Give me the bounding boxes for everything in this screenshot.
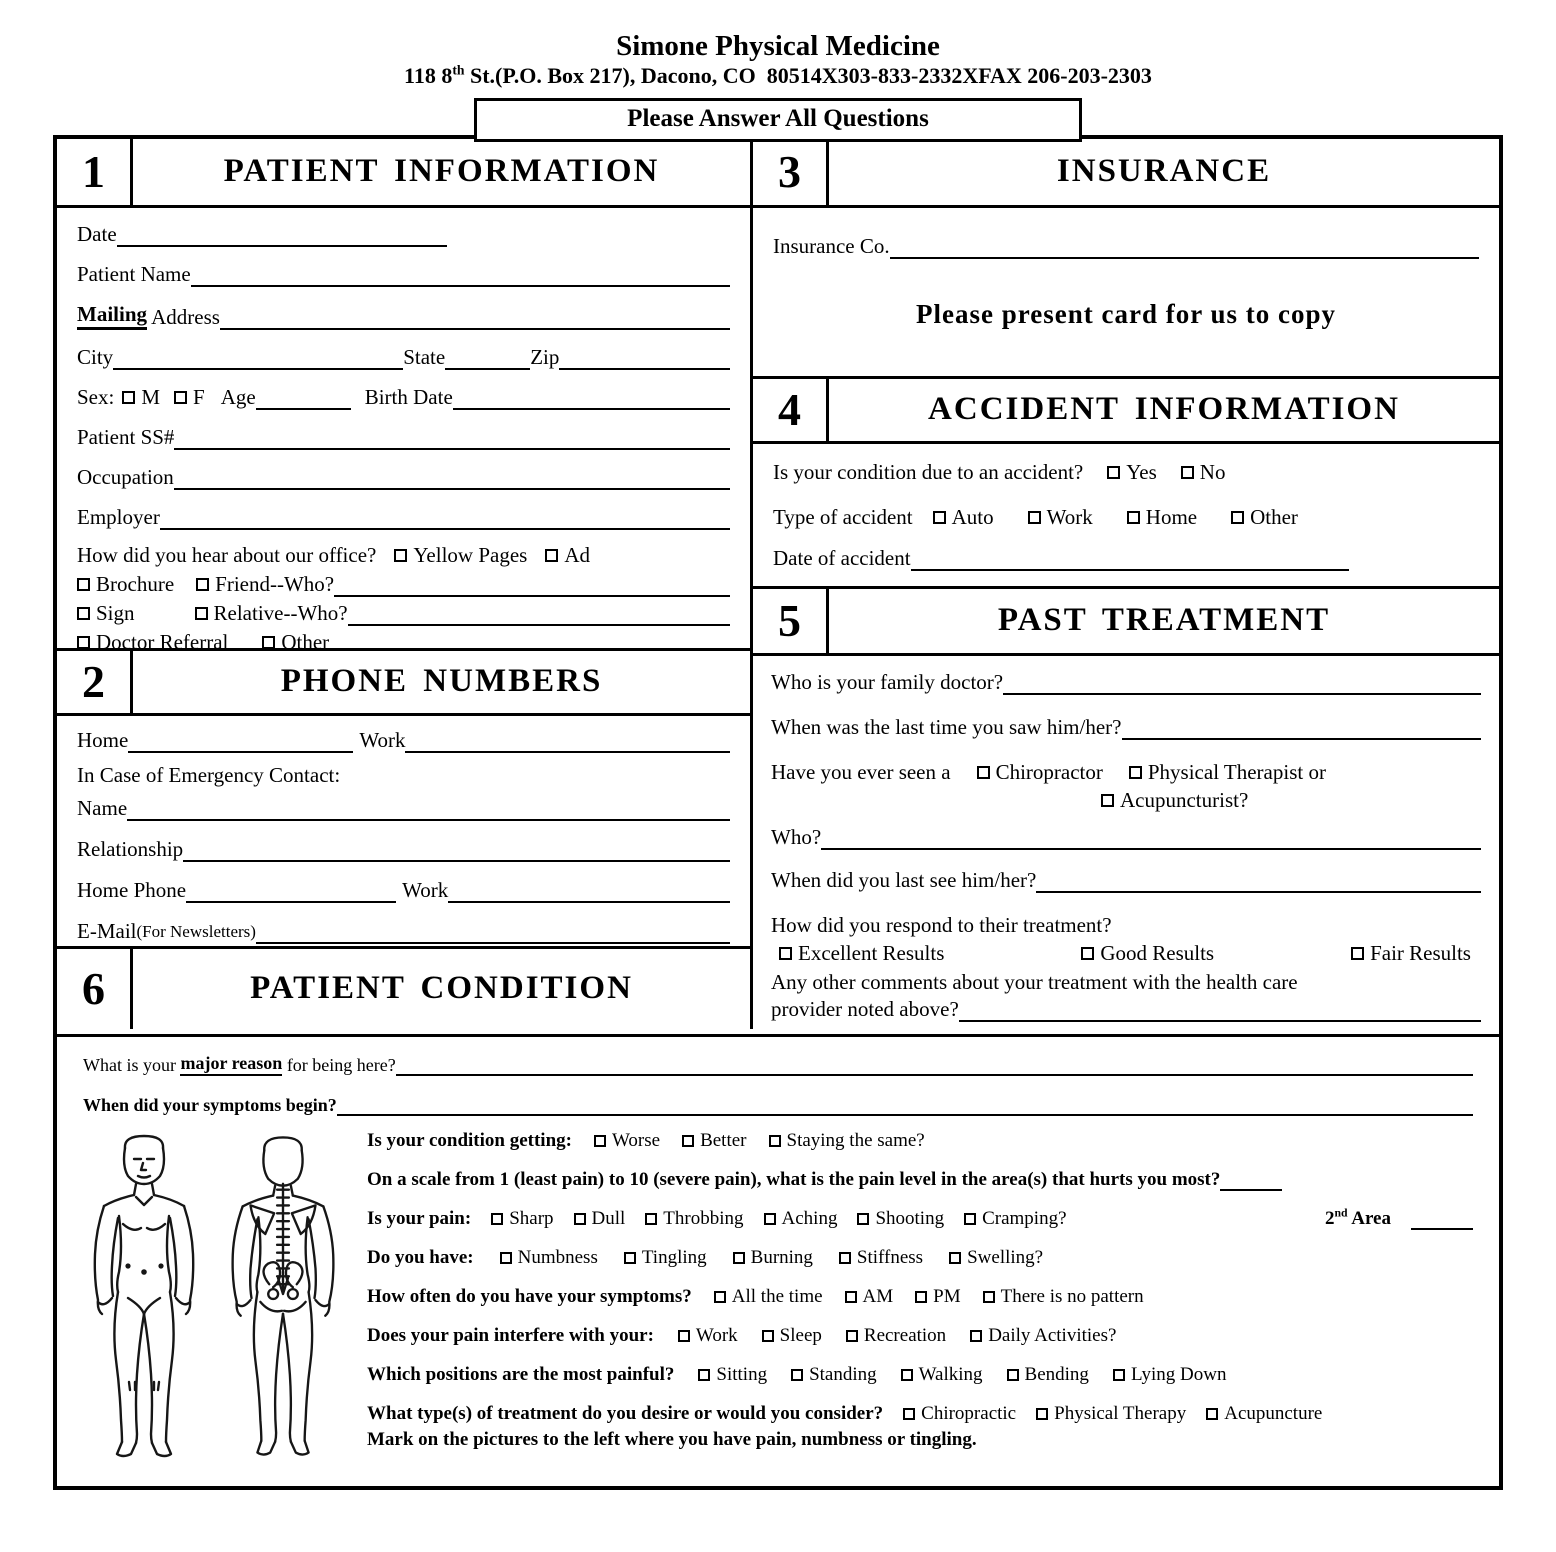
- date-label: Date: [77, 221, 117, 246]
- checkbox-chiropractor[interactable]: [977, 760, 1103, 785]
- option-label: Throbbing: [663, 1207, 744, 1229]
- last-time-field[interactable]: [1122, 718, 1482, 740]
- checkbox-friend[interactable]: [196, 572, 334, 597]
- checkbox-icon[interactable]: [645, 1213, 657, 1225]
- option-label: Stiffness: [856, 1246, 924, 1268]
- section-2-header: [57, 651, 750, 716]
- checkbox-icon[interactable]: [682, 1135, 694, 1147]
- checkbox-icon[interactable]: [1028, 511, 1041, 524]
- emergency-name-label: Name: [77, 795, 128, 820]
- checkbox-icon[interactable]: [1231, 511, 1244, 524]
- pain-scale-label: On a scale from 1 (least pain) to 10 (severe pain), what is the pain level in the area(s) that hurts you most?: [367, 1168, 1221, 1190]
- accident-information-section: [753, 444, 1499, 589]
- checkbox-icon[interactable]: [77, 607, 90, 620]
- option-label: Burning: [750, 1246, 813, 1268]
- checkbox-other-referral[interactable]: [262, 630, 329, 651]
- option-label: Other: [1250, 504, 1298, 529]
- checkbox-icon[interactable]: [857, 1213, 869, 1225]
- option-label: Home: [1145, 504, 1198, 529]
- checkbox-sharp[interactable]: [491, 1208, 553, 1230]
- checkbox-burning[interactable]: [733, 1247, 813, 1269]
- checkbox-icon[interactable]: [791, 1369, 803, 1381]
- option-label: Swelling?: [967, 1246, 1044, 1268]
- checkbox-sitting[interactable]: [698, 1364, 767, 1386]
- option-label: Brochure: [96, 571, 175, 596]
- symptoms-begin-label: When did your symptoms begin?: [83, 1094, 337, 1115]
- checkbox-swelling[interactable]: [949, 1247, 1043, 1269]
- email-note: (For Newsletters): [136, 921, 256, 941]
- option-label: Sitting: [716, 1363, 768, 1385]
- option-label: Physical Therapy: [1054, 1402, 1187, 1424]
- section-6-number: 6: [57, 949, 133, 1029]
- checkbox-icon[interactable]: [901, 1369, 913, 1381]
- checkbox-icon[interactable]: [1113, 1369, 1125, 1381]
- checkbox-fair-results[interactable]: [1351, 941, 1471, 966]
- option-label: Cramping?: [982, 1207, 1067, 1229]
- ever-seen-label: Have you ever seen a: [771, 759, 951, 784]
- checkbox-excellent-results[interactable]: [779, 941, 944, 966]
- work-phone-field[interactable]: [405, 731, 730, 753]
- last-time-label: When was the last time you saw him/her?: [771, 714, 1122, 739]
- option-label: Ad: [564, 542, 590, 567]
- option-label: Dull: [591, 1207, 626, 1229]
- checkbox-brochure[interactable]: [77, 572, 174, 597]
- checkbox-icon[interactable]: [1107, 466, 1120, 479]
- zip-field[interactable]: [559, 348, 730, 370]
- checkbox-icon[interactable]: [545, 549, 558, 562]
- option-label: Other: [281, 629, 330, 651]
- pain-level-field[interactable]: [1220, 1169, 1282, 1191]
- option-label: Physical Therapist or: [1147, 759, 1326, 784]
- section-4-number: 4: [753, 379, 829, 441]
- section-5-number: 5: [753, 589, 829, 653]
- option-label: No: [1199, 459, 1226, 484]
- checkbox-icon[interactable]: [678, 1330, 690, 1342]
- pain-type-label: Is your pain:: [367, 1207, 472, 1229]
- option-label: Walking: [918, 1363, 983, 1385]
- patient-information-section: [57, 208, 750, 651]
- who-field[interactable]: [821, 828, 1481, 850]
- section-1-title: PATIENT INFORMATION: [223, 153, 660, 190]
- checkbox-icon[interactable]: [977, 766, 990, 779]
- patient-intake-form: [53, 135, 1503, 1490]
- symptoms-begin-field[interactable]: [337, 1094, 1473, 1116]
- checkbox-icon[interactable]: [769, 1135, 781, 1147]
- checkbox-icon[interactable]: [845, 1291, 857, 1303]
- last-see-field[interactable]: [1036, 871, 1481, 893]
- checkbox-icon[interactable]: [196, 578, 209, 591]
- checkbox-physical-therapy[interactable]: [1036, 1403, 1186, 1425]
- option-label: Chiropractor: [995, 759, 1103, 784]
- who-label: Who?: [771, 824, 822, 849]
- section-6-header: [57, 949, 750, 1029]
- checkbox-relative[interactable]: [195, 601, 348, 626]
- checkbox-acupuncturist[interactable]: [1101, 788, 1248, 813]
- checkbox-icon[interactable]: [262, 636, 275, 649]
- date-field[interactable]: [117, 225, 447, 247]
- major-reason-emphasis: major reason: [180, 1053, 282, 1076]
- checkbox-icon[interactable]: [1007, 1369, 1019, 1381]
- checkbox-icon[interactable]: [122, 391, 135, 404]
- checkbox-pm[interactable]: [915, 1286, 960, 1308]
- family-doctor-label: Who is your family doctor?: [771, 669, 1004, 694]
- checkbox-lying-down[interactable]: [1113, 1364, 1227, 1386]
- option-label: Worse: [611, 1129, 661, 1151]
- patient-ss-label: Patient SS#: [77, 424, 175, 449]
- checkbox-all-the-time[interactable]: [714, 1286, 823, 1308]
- checkbox-icon[interactable]: [77, 578, 90, 591]
- second-area-label: [1325, 1208, 1391, 1230]
- accident-question-label: Is your condition due to an accident?: [773, 459, 1084, 484]
- checkbox-accident-no[interactable]: [1181, 460, 1226, 485]
- option-label: Chiropractic: [921, 1402, 1017, 1424]
- second-area-text: 2: [1324, 1207, 1335, 1229]
- comments-field[interactable]: [959, 1000, 1481, 1022]
- second-area-text: Area: [1347, 1207, 1391, 1229]
- address-text: St.(P.O. Box 217), Dacono, CO 80514X303-833-2332XFAX 206-203-2303: [464, 63, 1152, 89]
- patient-name-label: Patient Name: [77, 261, 191, 286]
- option-label: Tingling: [641, 1246, 707, 1268]
- checkbox-tingling[interactable]: [624, 1247, 707, 1269]
- accident-date-field[interactable]: [911, 549, 1349, 571]
- checkbox-ad[interactable]: [545, 543, 590, 568]
- relative-who-field[interactable]: [348, 604, 730, 626]
- option-label: PM: [933, 1285, 961, 1307]
- mailing-address-field[interactable]: [220, 308, 730, 330]
- option-label: Sign: [96, 600, 135, 625]
- checkbox-icon[interactable]: [1081, 947, 1094, 960]
- option-label: Daily Activities?: [988, 1324, 1117, 1346]
- mailing-label: Mailing: [77, 302, 147, 330]
- section-3-header: [753, 139, 1499, 208]
- option-label: Doctor Referral: [96, 629, 229, 651]
- city-label: City: [77, 344, 114, 369]
- section-4-header: [753, 379, 1499, 444]
- option-label: Sharp: [509, 1207, 554, 1229]
- option-label: There is no pattern: [1000, 1285, 1144, 1307]
- checkbox-icon[interactable]: [903, 1408, 915, 1420]
- accident-date-label: Date of accident: [773, 545, 911, 570]
- positions-label: Which positions are the most painful?: [367, 1363, 675, 1385]
- section-6-title: PATIENT CONDITION: [250, 970, 633, 1007]
- checkbox-icon[interactable]: [933, 511, 946, 524]
- checkbox-icon[interactable]: [733, 1252, 745, 1264]
- option-label: Relative--Who?: [213, 600, 348, 625]
- option-label: Bending: [1024, 1363, 1089, 1385]
- relationship-field[interactable]: [183, 840, 730, 862]
- checkbox-male[interactable]: [122, 385, 160, 410]
- state-label: State: [403, 344, 446, 369]
- checkbox-accident-yes[interactable]: [1107, 460, 1157, 485]
- option-label: Lying Down: [1130, 1363, 1227, 1385]
- option-label: Shooting: [875, 1207, 945, 1229]
- checkbox-worse[interactable]: [594, 1130, 660, 1152]
- checkbox-sign[interactable]: [77, 601, 135, 626]
- emergency-home-phone-label: Home Phone: [77, 877, 187, 902]
- section-2-title: PHONE NUMBERS: [280, 663, 603, 700]
- checkbox-icon[interactable]: [846, 1330, 858, 1342]
- checkbox-physical-therapist[interactable]: [1129, 760, 1326, 785]
- option-label: Excellent Results: [798, 940, 945, 965]
- city-field[interactable]: [113, 348, 403, 370]
- section-2-number: 2: [57, 651, 133, 713]
- checkbox-icon[interactable]: [1181, 466, 1194, 479]
- option-label: Numbness: [517, 1246, 598, 1268]
- checkbox-icon[interactable]: [764, 1213, 776, 1225]
- option-label: AM: [862, 1285, 894, 1307]
- section-1-header: [57, 139, 750, 208]
- state-field[interactable]: [445, 348, 530, 370]
- checkbox-cramping[interactable]: [964, 1208, 1066, 1230]
- checkbox-accident-home[interactable]: [1127, 505, 1197, 530]
- mark-pictures-note: Mark on the pictures to the left where you have pain, numbness or tingling.: [367, 1428, 977, 1450]
- patient-condition-section: [57, 1034, 1499, 1486]
- option-label: Standing: [809, 1363, 877, 1385]
- checkbox-throbbing[interactable]: [645, 1208, 743, 1230]
- body-figure-back-image[interactable]: [219, 1132, 347, 1462]
- patient-ss-field[interactable]: [174, 428, 730, 450]
- email-label: E-Mail: [77, 918, 137, 943]
- checkbox-accident-work[interactable]: [1028, 505, 1093, 530]
- age-label: Age: [220, 384, 256, 409]
- clinic-name: Simone Physical Medicine: [616, 30, 940, 62]
- checkbox-numbness[interactable]: [500, 1247, 598, 1269]
- major-reason-field[interactable]: [396, 1054, 1473, 1076]
- address-label: Address: [147, 304, 220, 329]
- friend-who-field[interactable]: [334, 575, 730, 597]
- emergency-work-phone-field[interactable]: [448, 881, 730, 903]
- option-label: M: [141, 384, 161, 409]
- work-phone-label: Work: [359, 727, 406, 752]
- section-5-header: [753, 589, 1499, 656]
- address-superscript: th: [452, 63, 465, 79]
- how-often-label: How often do you have your symptoms?: [367, 1285, 692, 1307]
- checkbox-am[interactable]: [845, 1286, 894, 1308]
- option-label: Sleep: [779, 1324, 822, 1346]
- checkbox-icon[interactable]: [491, 1213, 503, 1225]
- checkbox-icon[interactable]: [714, 1291, 726, 1303]
- checkbox-chiropractic[interactable]: [903, 1403, 1016, 1425]
- checkbox-icon[interactable]: [1129, 766, 1142, 779]
- checkbox-recreation[interactable]: [846, 1325, 946, 1347]
- checkbox-icon[interactable]: [915, 1291, 927, 1303]
- checkbox-icon[interactable]: [970, 1330, 982, 1342]
- section-3-number: 3: [753, 139, 829, 205]
- checkbox-icon[interactable]: [698, 1369, 710, 1381]
- past-treatment-section: [753, 656, 1499, 1029]
- option-label: Better: [700, 1129, 747, 1151]
- option-label: Acupuncture: [1224, 1402, 1323, 1424]
- checkbox-no-pattern[interactable]: [983, 1286, 1144, 1308]
- option-label: Aching: [781, 1207, 838, 1229]
- checkbox-icon[interactable]: [1206, 1408, 1218, 1420]
- hear-about-label: How did you hear about our office?: [77, 542, 377, 567]
- home-phone-field[interactable]: [128, 731, 353, 753]
- option-label: All the time: [731, 1285, 823, 1307]
- checkbox-icon[interactable]: [594, 1135, 606, 1147]
- checkbox-icon[interactable]: [574, 1213, 586, 1225]
- checkbox-bending[interactable]: [1007, 1364, 1089, 1386]
- checkbox-aching[interactable]: [764, 1208, 838, 1230]
- treatment-desire-label: What type(s) of treatment do you desire or would you consider?: [367, 1402, 884, 1424]
- body-diagrams: [83, 1130, 353, 1462]
- major-reason-label: What is your: [83, 1054, 181, 1075]
- option-label: Work: [1046, 504, 1093, 529]
- insurance-co-field[interactable]: [890, 237, 1479, 259]
- checkbox-icon[interactable]: [1101, 794, 1114, 807]
- checkbox-icon[interactable]: [779, 947, 792, 960]
- emergency-home-phone-field[interactable]: [186, 881, 396, 903]
- checkbox-icon[interactable]: [1351, 947, 1364, 960]
- emergency-name-field[interactable]: [127, 799, 730, 821]
- checkbox-icon[interactable]: [174, 391, 187, 404]
- checkbox-walking[interactable]: [901, 1364, 983, 1386]
- checkbox-standing[interactable]: [791, 1364, 877, 1386]
- checkbox-icon[interactable]: [1127, 511, 1140, 524]
- occupation-label: Occupation: [77, 464, 174, 489]
- checkbox-good-results[interactable]: [1081, 941, 1214, 966]
- insurance-section: [753, 208, 1499, 379]
- present-card-note: Please present card for us to copy: [916, 298, 1336, 329]
- birth-date-field[interactable]: [453, 388, 730, 410]
- checkbox-female[interactable]: [174, 385, 205, 410]
- option-label: Fair Results: [1370, 940, 1471, 965]
- checkbox-shooting[interactable]: [857, 1208, 944, 1230]
- checkbox-stiffness[interactable]: [839, 1247, 923, 1269]
- comments-label-line2: provider noted above?: [771, 996, 959, 1021]
- emergency-work-phone-label: Work: [402, 877, 449, 902]
- checkbox-icon[interactable]: [839, 1252, 851, 1264]
- email-field[interactable]: [256, 922, 730, 944]
- checkbox-acupuncture[interactable]: [1206, 1403, 1322, 1425]
- address-text: 118 8: [404, 63, 453, 89]
- checkbox-icon[interactable]: [1036, 1408, 1048, 1420]
- checkbox-yellow-pages[interactable]: [394, 543, 527, 568]
- checkbox-icon[interactable]: [394, 549, 407, 562]
- checkbox-interfere-work[interactable]: [678, 1325, 738, 1347]
- clinic-address: [0, 63, 1556, 88]
- checkbox-icon[interactable]: [624, 1252, 636, 1264]
- comments-label-line1: Any other comments about your treatment with the health care: [771, 969, 1298, 994]
- condition-getting-label: Is your condition getting:: [367, 1129, 572, 1151]
- zip-label: Zip: [530, 344, 560, 369]
- second-area-field[interactable]: [1411, 1208, 1473, 1230]
- occupation-field[interactable]: [174, 468, 730, 490]
- accident-type-label: Type of accident: [773, 504, 913, 529]
- section-1-number: 1: [57, 139, 133, 205]
- checkbox-icon[interactable]: [77, 636, 90, 649]
- checkbox-accident-other[interactable]: [1231, 505, 1298, 530]
- option-label: Work: [695, 1324, 738, 1346]
- sex-label: Sex:: [77, 384, 115, 409]
- checkbox-icon[interactable]: [500, 1252, 512, 1264]
- family-doctor-field[interactable]: [1003, 673, 1481, 695]
- checkbox-icon[interactable]: [949, 1252, 961, 1264]
- insurance-co-label: Insurance Co.: [773, 233, 890, 258]
- option-label: Acupuncturist?: [1120, 787, 1249, 812]
- checkbox-staying-same[interactable]: [769, 1130, 925, 1152]
- option-label: F: [193, 384, 205, 409]
- checkbox-better[interactable]: [682, 1130, 746, 1152]
- checkbox-accident-auto[interactable]: [933, 505, 994, 530]
- age-field[interactable]: [256, 388, 351, 410]
- option-label: Staying the same?: [786, 1129, 925, 1151]
- checkbox-icon[interactable]: [762, 1330, 774, 1342]
- section-4-title: ACCIDENT INFORMATION: [928, 391, 1400, 428]
- major-reason-label-end: for being here?: [282, 1054, 396, 1075]
- checkbox-icon[interactable]: [195, 607, 208, 620]
- option-label: Yes: [1126, 459, 1157, 484]
- last-see-label: When did you last see him/her?: [771, 867, 1037, 892]
- patient-name-field[interactable]: [191, 265, 730, 287]
- option-label: Recreation: [863, 1324, 947, 1346]
- option-label: Friend--Who?: [215, 571, 335, 596]
- employer-label: Employer: [77, 504, 160, 529]
- option-label: Yellow Pages: [413, 542, 528, 567]
- home-phone-label: Home: [77, 727, 129, 752]
- birth-date-label: Birth Date: [364, 384, 453, 409]
- body-figure-front-image[interactable]: [83, 1132, 205, 1462]
- option-label: Good Results: [1100, 940, 1215, 965]
- answer-all-questions-banner: Please Answer All Questions: [474, 98, 1082, 142]
- do-you-have-label: Do you have:: [367, 1246, 474, 1268]
- employer-field[interactable]: [160, 508, 730, 530]
- checkbox-icon[interactable]: [983, 1291, 995, 1303]
- section-3-title: INSURANCE: [1056, 153, 1272, 190]
- checkbox-sleep[interactable]: [762, 1325, 822, 1347]
- checkbox-daily-activities[interactable]: [970, 1325, 1116, 1347]
- section-5-title: PAST TREATMENT: [997, 602, 1331, 639]
- relationship-label: Relationship: [77, 836, 184, 861]
- option-label: Auto: [951, 504, 994, 529]
- checkbox-icon[interactable]: [964, 1213, 976, 1225]
- emergency-contact-label: In Case of Emergency Contact:: [77, 762, 341, 787]
- second-area-superscript: nd: [1334, 1206, 1348, 1220]
- checkbox-dull[interactable]: [574, 1208, 626, 1230]
- phone-numbers-section: [57, 716, 750, 949]
- interfere-label: Does your pain interfere with your:: [367, 1324, 654, 1346]
- form-header: [0, 0, 1556, 89]
- checkbox-doctor-referral[interactable]: [77, 630, 228, 651]
- respond-label: How did you respond to their treatment?: [771, 912, 1112, 937]
